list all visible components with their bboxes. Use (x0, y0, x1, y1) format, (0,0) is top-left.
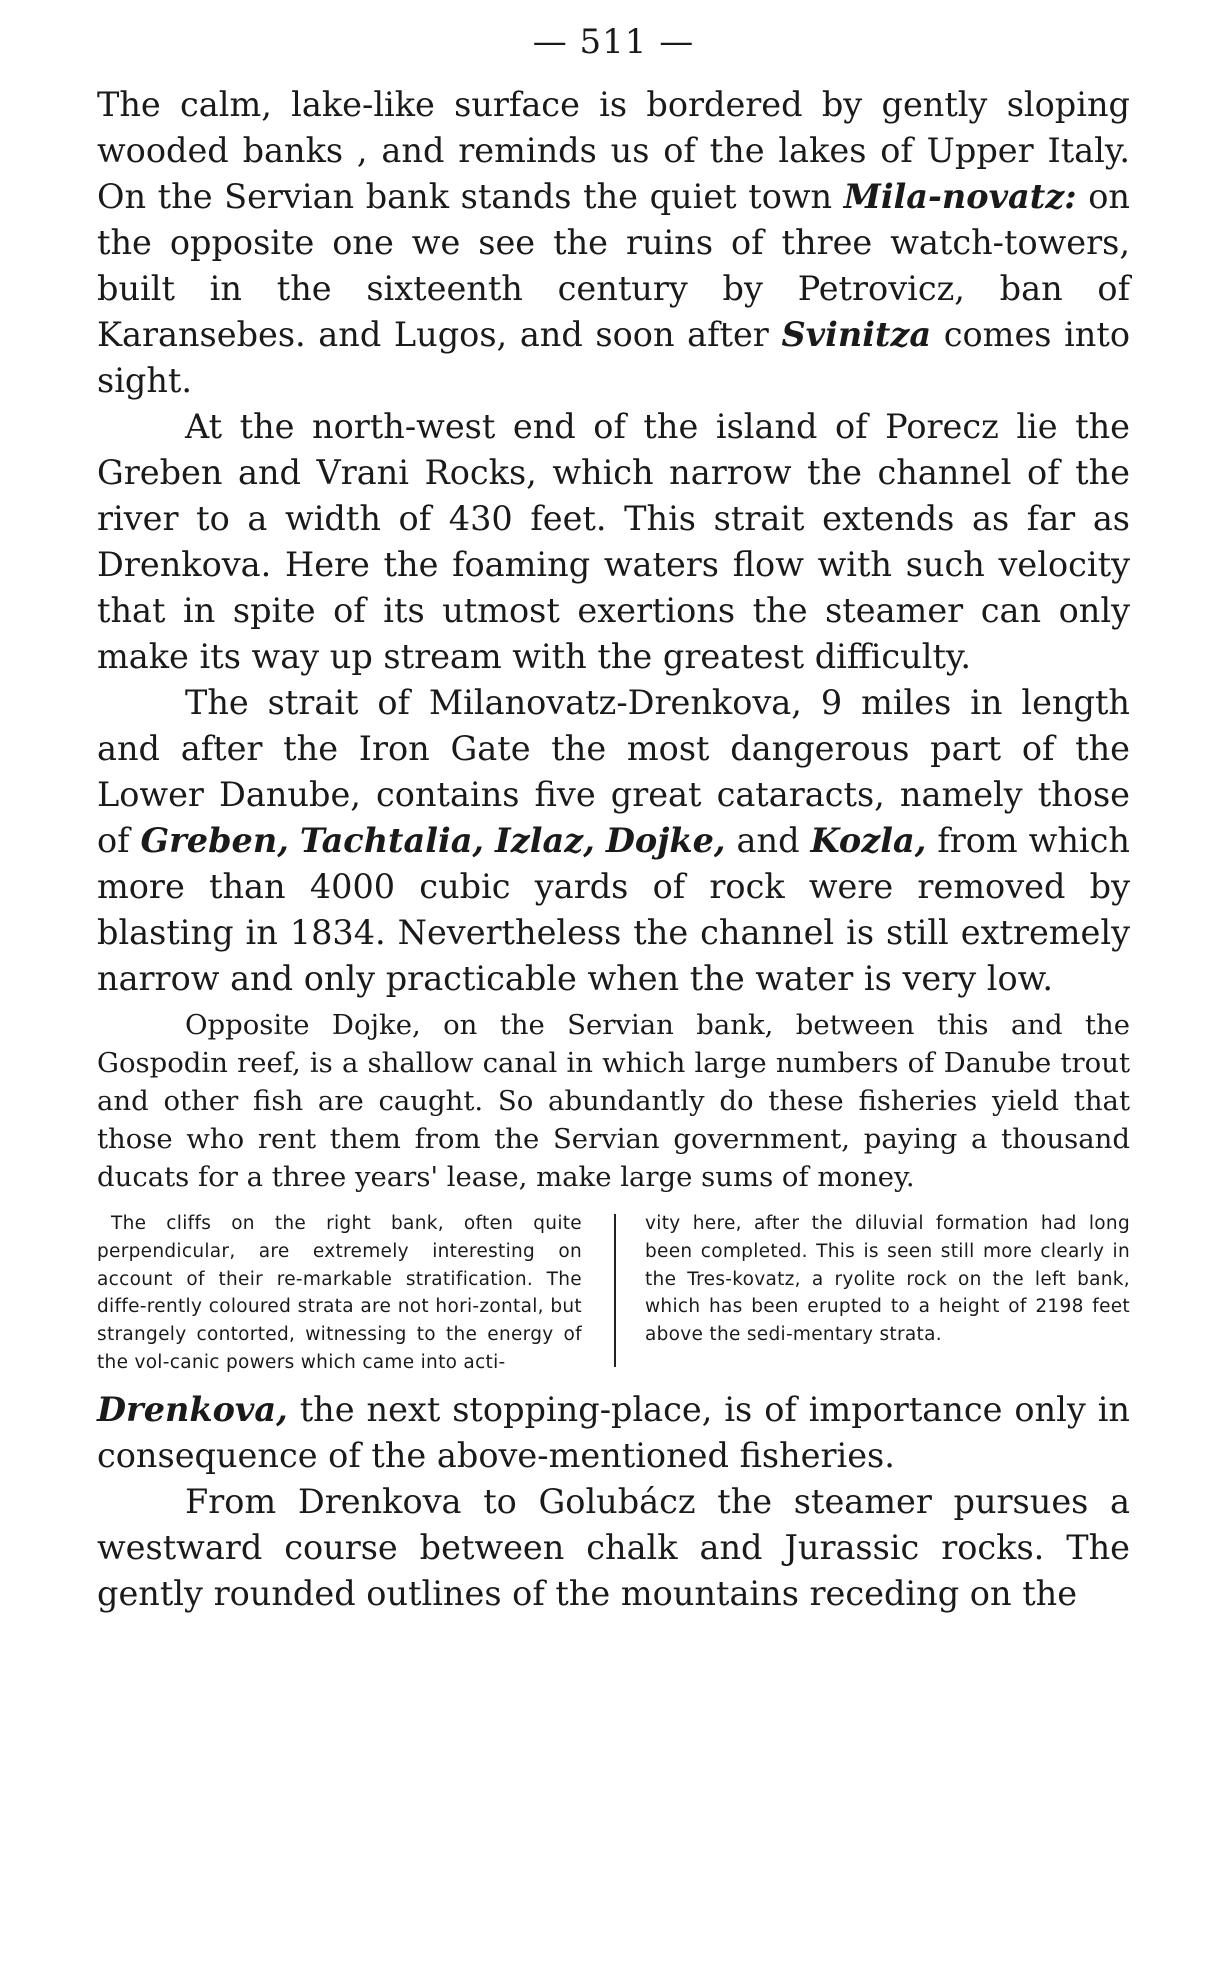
paragraph: Drenkova, the next stopping-place, is of importance only in consequence of the above-mentioned fisheries. (97, 1389, 1130, 1475)
two-column-note (97, 1210, 1130, 1377)
small-print-text (97, 1006, 1130, 1196)
page-number: — 511 — (532, 22, 695, 62)
paragraph: Opposite Dojke, on the Servian bank, between this and the Gospodin reef, is a shallow canal in which large numbers of Danube trout and other fish are caught. So abundantly do these fisheries yield that those who rent them from the Servian government, paying a thousand ducats for a three years' lease, make large sums of money. (97, 1009, 1130, 1193)
main-text (97, 82, 1130, 1002)
paragraph: The calm, lake-like surface is bordered by gently sloping wooded banks , and reminds us of the lakes of Upper Italy. On the Servian bank stands the quiet town Mila-novatz: on the opposite one we see the ruins of three watch-towers, built in the sixteenth century by Petrovicz, ban of Karansebes. and Lugos, and soon after Svinitza comes into sight. (97, 85, 1130, 400)
bottom-text (97, 1387, 1130, 1617)
column-right: vity here, after the diluvial formation had long been completed. This is seen still more clearly in the Tres-kovatz, a ryolite rock on the left bank, which has been erupted to a height of 2198 feet above the sedi-mentary strata. (645, 1213, 1130, 1346)
paragraph: At the north-west end of the island of Porecz lie the Greben and Vrani Rocks, which narrow the channel of the river to a width of 430 feet. This strait extends as far as Drenkova. Here the foaming waters flow with such velocity that in spite of its utmost exertions the steamer can only make its way up stream with the greatest difficulty. (97, 407, 1130, 676)
column-divider (614, 1214, 616, 1367)
paragraph: From Drenkova to Golubácz the steamer pursues a westward course between chalk and Jurassic rocks. The gently rounded outlines of the mountains receding on the (97, 1481, 1130, 1613)
column-left: The cliffs on the right bank, often quite perpendicular, are extremely interesting on account of their re-markable stratification. The diffe-rently coloured strata are not hori-zontal, but strangely contorted, witnessing to the energy of the vol-canic powers which came into acti- (97, 1213, 582, 1373)
document-page (97, 16, 1130, 1617)
paragraph: The strait of Milanovatz-Drenkova, 9 miles in length and after the Iron Gate the most dangerous part of the Lower Danube, contains five great cataracts, namely those of Greben, Tachtalia, Izlaz, Dojke, and Kozla, from which more than 4000 cubic yards of rock were removed by blasting in 1834. Nevertheless the channel is still extremely narrow and only practicable when the water is very low. (97, 683, 1130, 998)
